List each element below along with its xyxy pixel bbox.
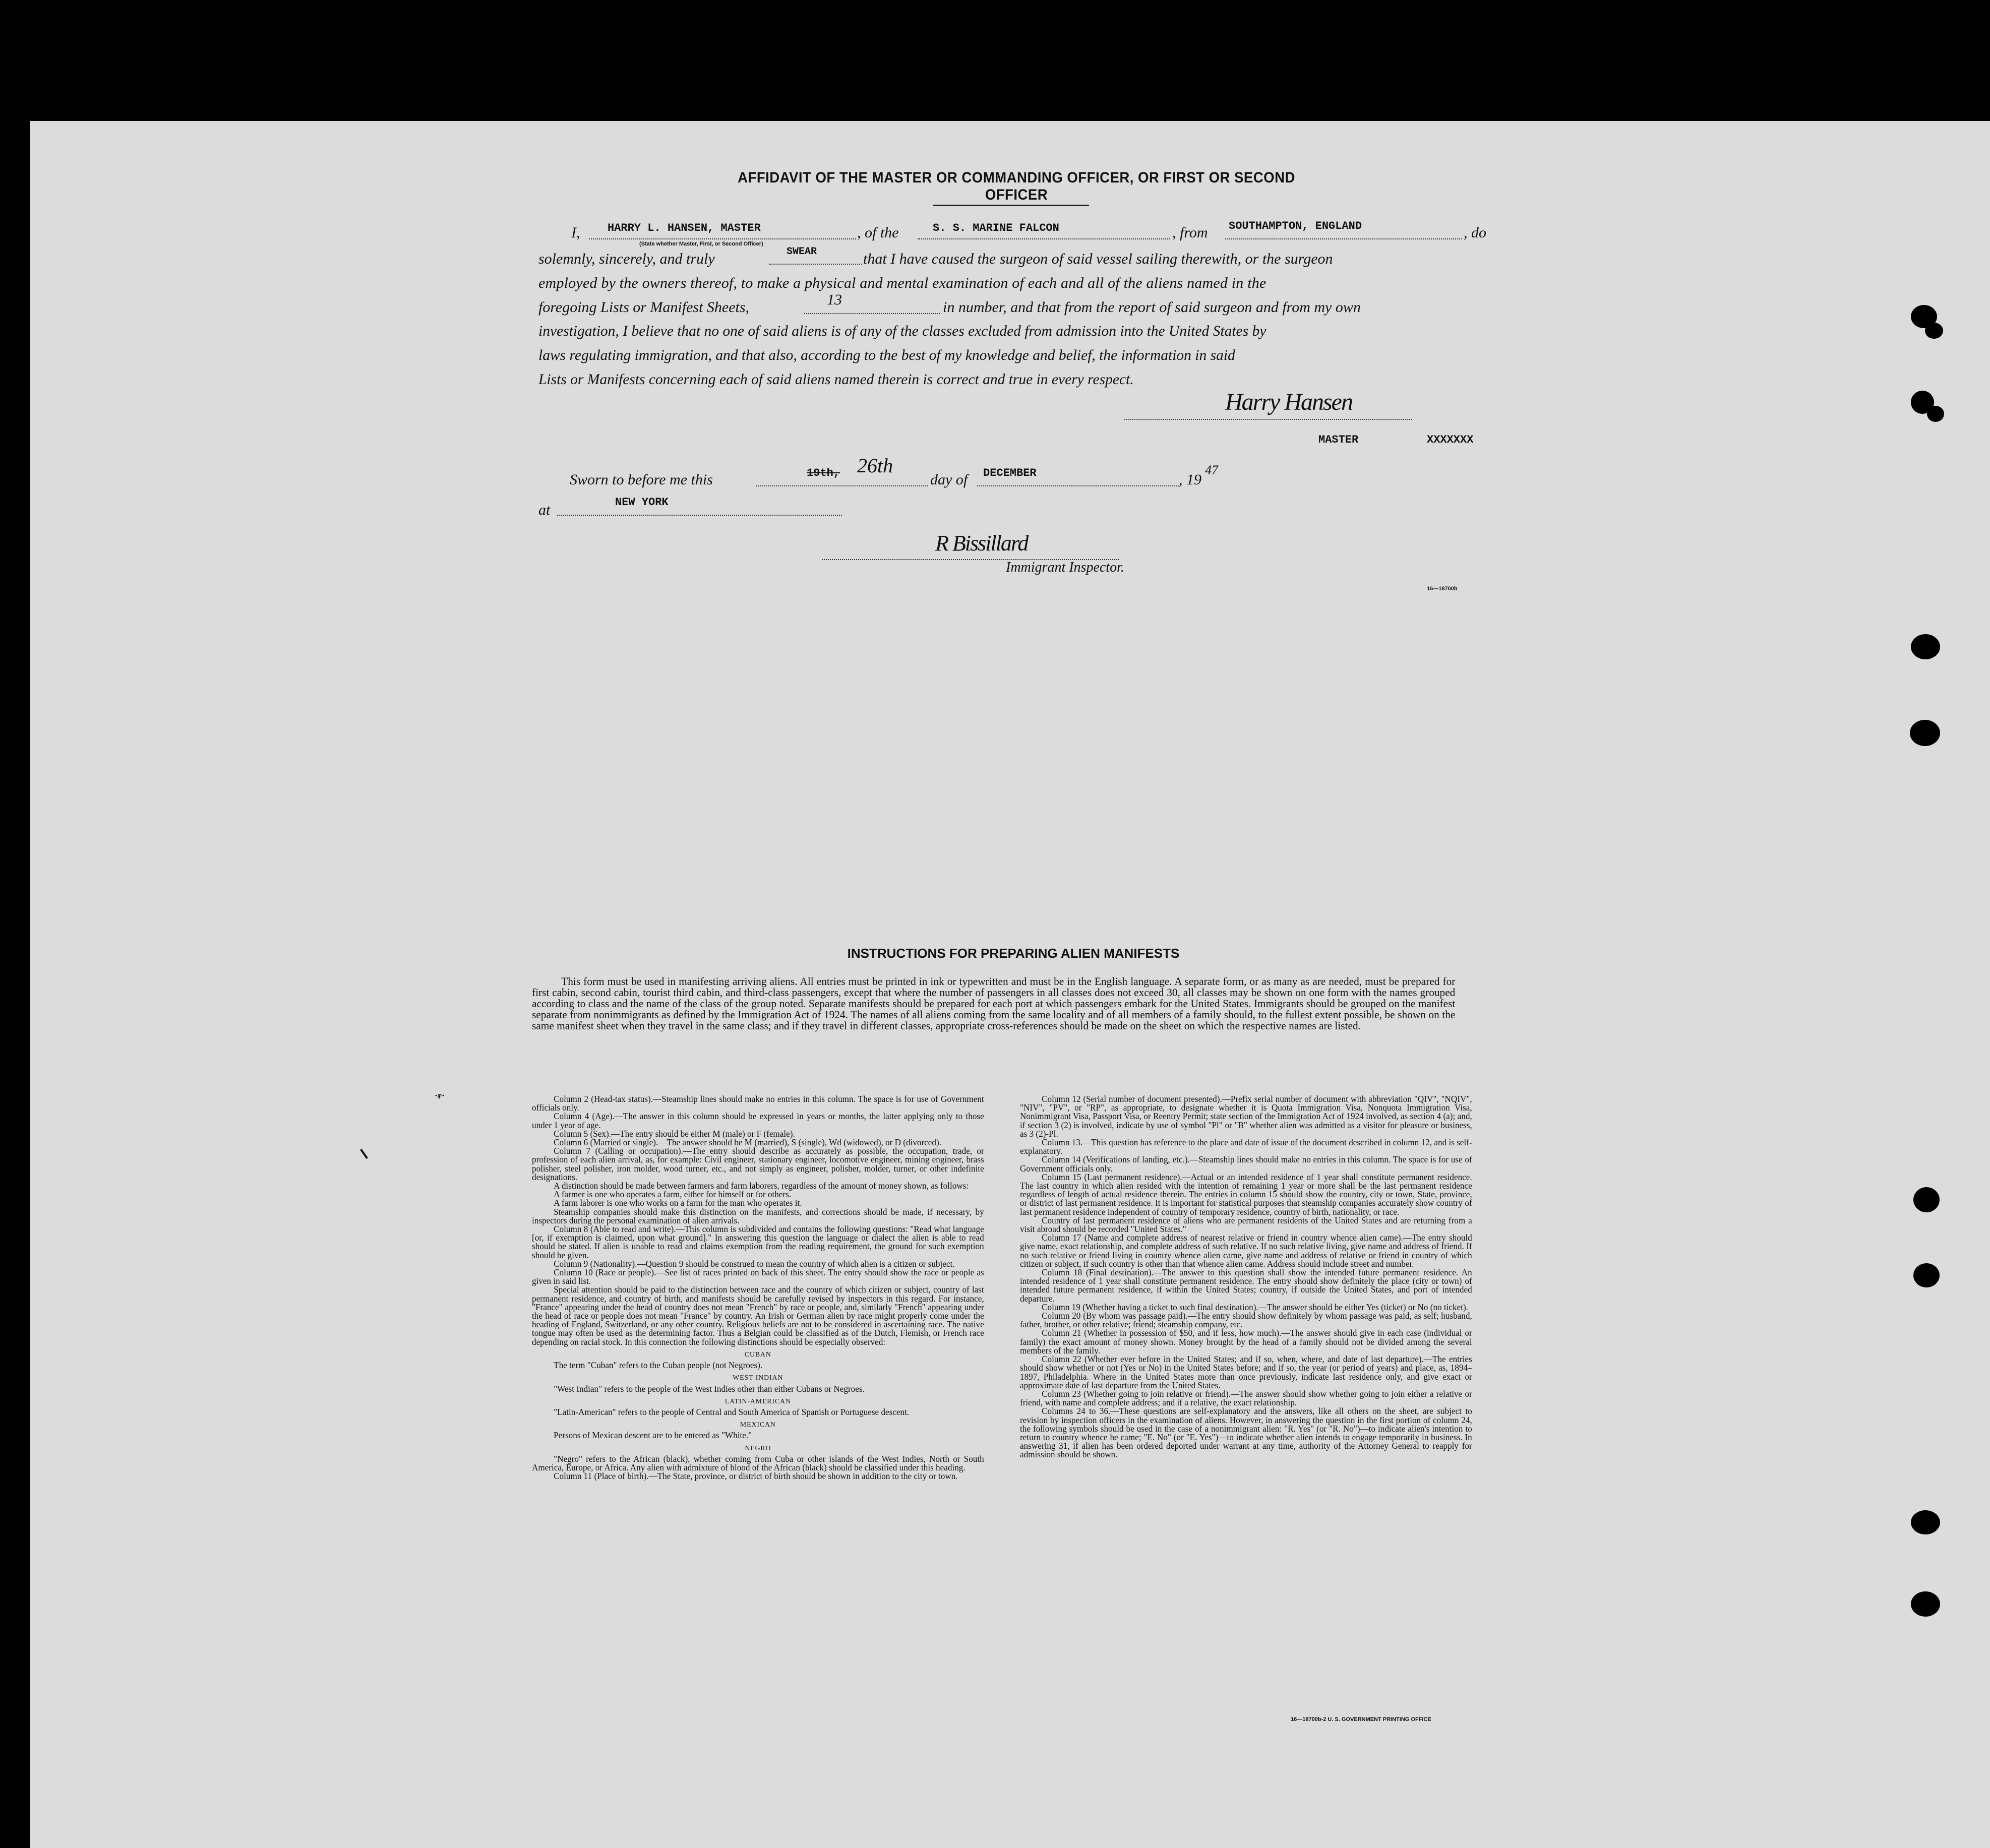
form-number: 16—18700b bbox=[1427, 586, 1458, 592]
instruction-paragraph: Columns 24 to 36.—These questions are self-explanatory and the answers, like all others on the sheet, are subject to revision by inspection officers in the examination of aliens. However, in answering the question in the first portion of column 24, the following symbols should be used in the case of a nonimmigrant alien: "R. Yes" (or "R. No")—to indicate alien's intention to return to country whence he came; "E. No" (or "E. Yes")—to indicate whether alien intends to engage temporarily in business. In answering 31, if alien has been ordered deported under warrant at any time, authority of the Attorney General to reapply for admission should be shown. bbox=[1020, 1406, 1472, 1460]
place-name: NEW YORK bbox=[615, 496, 669, 509]
instructions-title: INSTRUCTIONS FOR PREPARING ALIEN MANIFESTS bbox=[847, 946, 1180, 961]
place-line bbox=[557, 514, 842, 516]
master-signature: Harry Hansen bbox=[1225, 389, 1352, 415]
race-definition: "Latin-American" refers to the people of Central and South America of Spanish or Portuguese descent. bbox=[554, 1406, 910, 1417]
line2-end: that I have caused the surgeon of said vessel sailing therewith, or the surgeon bbox=[863, 251, 1333, 267]
punch-hole bbox=[1927, 406, 1944, 422]
at-label: at bbox=[538, 502, 551, 518]
sworn-label: Sworn to before me this bbox=[570, 471, 713, 488]
printing-office-footer: 16—18700b-2 U. S. GOVERNMENT PRINTING OFFICE bbox=[1291, 1716, 1431, 1722]
instruction-paragraph: Column 19 (Whether having a ticket to such final destination).—The answer should be either Yes (ticket) or No (no ticket). bbox=[1042, 1302, 1468, 1312]
title-rule bbox=[933, 205, 1089, 206]
port-name: SOUTHAMPTON, ENGLAND bbox=[1229, 220, 1362, 232]
stray-mark: ·ᵲ· bbox=[435, 1090, 445, 1100]
affidavit-i: I, bbox=[571, 224, 580, 241]
year-prefix: , 19 bbox=[1179, 471, 1201, 488]
instruction-paragraph: Column 13.—This question has reference to the place and date of issue of the document described in column 12, and is self-explanatory. bbox=[1020, 1137, 1472, 1156]
master-title: MASTER bbox=[1318, 434, 1359, 446]
of-the-label: , of the bbox=[857, 224, 899, 241]
port-line bbox=[1225, 238, 1462, 239]
sheets-count: 13 bbox=[827, 291, 842, 308]
master-signature-line bbox=[1124, 418, 1412, 420]
year-suffix: 47 bbox=[1205, 463, 1218, 477]
instruction-paragraph: Column 9 (Nationality).—Question 9 should be construed to mean the country of which alien is a citizen or subject. bbox=[554, 1258, 955, 1269]
day-struck: 19th, bbox=[807, 467, 840, 479]
punch-hole bbox=[1911, 1510, 1940, 1534]
instruction-paragraph: Special attention should be paid to the distinction between race and the country of which citizen or subject, country of last permanent residence, and country of birth, and manifests should be carefully revised by inspectors in this regard. For instance, "France" appearing under the head of country does not mean "French" by race or people, and, similarly "French" appearing under the head of race or people does not mean "France" by country. An Irish or German alien by race might properly come under the heading of England, Switzerland, or any other country. Religious beliefs are not to be considered in ascertaining race. The native tongue may often be used as the determining factor. Thus a Belgian could be classified as of the Dutch, Flemish, or French race depending on racial stock. In this connection the following distinctions should be especially observed: bbox=[532, 1284, 984, 1347]
instruction-paragraph: Column 5 (Sex).—The entry should be either M (male) or F (female). bbox=[554, 1128, 795, 1139]
race-definition: The term "Cuban" refers to the Cuban people (not Negroes). bbox=[554, 1360, 763, 1371]
instruction-paragraph: Column 2 (Head-tax status).—Steamship lines should make no entries in this column. The space is for use of Government officials only. bbox=[532, 1094, 984, 1113]
instruction-paragraph: Column 7 (Calling or occupation).—The entry should describe as accurately as possible, the occupation, trade, or profession of each alien arrival, as, for example: Civil engineer, stationary engineer, locomotive engineer, mining engineer, brass polisher, steel polisher, iron molder, wood turner, etc., and not simply as engineer, polisher, molder, turner, or other indefinite designations. bbox=[532, 1146, 984, 1182]
punch-hole bbox=[1910, 720, 1940, 746]
instructions-right-column bbox=[1020, 1095, 1472, 1459]
struck-text: XXXXXXX bbox=[1427, 434, 1474, 446]
instruction-paragraph: Column 12 (Serial number of document presented).—Prefix serial number of document with abbreviation "QIV", "NQIV", "NIV", "PV", or "RP", as appropriate, to designate whether it is Quota Immigration Visa, Nonquota Immigration Visa, Nonimmigrant Visa, Passport Visa, or Reentry Permit; state section of the Immigration Act of 1924 involved, as section 4 (a); and, if section 3 (2) is involved, indicate by use of symbol "Pl" or "B" whether alien was admitted as a visitor for pleasure or business, as 3 (2)-Pl. bbox=[1020, 1094, 1472, 1139]
instruction-paragraph: Column 4 (Age).—The answer in this column should be expressed in years or months, the latter applying only to those under 1 year of age. bbox=[532, 1111, 984, 1130]
race-definition: Persons of Mexican descent are to be entered as "White." bbox=[554, 1430, 752, 1441]
instruction-paragraph: Column 10 (Race or people).—See list of races printed on back of this sheet. The entry should show the race or people as given in said list. bbox=[532, 1267, 984, 1286]
line4-end: in number, and that from the report of said surgeon and from my own bbox=[943, 299, 1361, 316]
punch-hole bbox=[1911, 634, 1940, 659]
instruction-paragraph: Column 15 (Last permanent residence).—Actual or an intended residence of 1 year shall constitute permanent residence. The last country in which alien resided with the intention of remaining 1 year or more shall be the last permanent residence regardless of length of actual residence therein. The entries in column 15 should show the country, city or town, State, province, or district of last permanent residence. It is important for statistical purposes that steamship companies accurately show country of last permanent residence independent of country of temporary residence, country of birth, nationality, or race. bbox=[1020, 1172, 1472, 1217]
instruction-paragraph: A distinction should be made between farmers and farm laborers, regardless of the amount of money shown, as follows: bbox=[554, 1181, 969, 1191]
instruction-paragraph: Column 8 (Able to read and write).—This column is subdivided and contains the following questions: "Read what language [or, if exemption is claimed, upon what ground]." In answering this question the language or dialect the alien is able to read should be stated. If alien is unable to read and claims exemption from the reading requirement, the ground for such exemption should be given. bbox=[532, 1224, 984, 1260]
instruction-paragraph: A farm laborer is one who works on a farm for the man who operates it. bbox=[554, 1198, 802, 1208]
sheets-line bbox=[804, 313, 940, 314]
line6: laws regulating immigration, and that also, according to the best of my knowledge and belief, the information in said bbox=[538, 347, 1235, 363]
day-handwritten: 26th bbox=[857, 454, 893, 477]
line5: investigation, I believe that no one of said aliens is of any of the classes excluded from admission into the United States by bbox=[538, 323, 1267, 339]
instruction-paragraph: Column 18 (Final destination).—The answer to this question shall show the intended future permanent residence. An intended residence of 1 year shall constitute permanent residence. The entry should show definitely the place (city or town) of intended future permanent residence, if within the United States; country, if outside the United States, and port of intended departure. bbox=[1020, 1267, 1472, 1304]
punch-hole bbox=[1925, 323, 1943, 339]
instruction-paragraph: Country of last permanent residence of aliens who are permanent residents of the United States and are returning from a visit abroad should be recorded "United States." bbox=[1020, 1215, 1472, 1235]
oath-word: SWEAR bbox=[787, 246, 817, 258]
day-line bbox=[756, 485, 928, 486]
month-line bbox=[977, 485, 1179, 486]
race-heading: CUBAN bbox=[744, 1350, 771, 1359]
day-of-label: day of bbox=[930, 471, 968, 488]
instruction-paragraph: Column 11 (Place of birth).—The State, province, or district of birth should be shown in addition to the city or town. bbox=[554, 1471, 958, 1482]
race-heading: WEST INDIAN bbox=[733, 1374, 783, 1382]
instruction-paragraph: Column 14 (Verifications of landing, etc.).—Steamship lines should make no entries in this column. The space is for use of Government officials only. bbox=[1020, 1154, 1472, 1174]
oath-line bbox=[769, 263, 862, 265]
instruction-paragraph: Column 22 (Whether ever before in the United States; and if so, when, where, and date of last departure).—The entries should show whether or not (Yes or No) in the United States before; and if so, the year (or period of years) and place, as, 1894–1897, Philadelphia. Where in the United States more than once previously, indicate last residence only, and give exact or approximate date of last departure from the United States. bbox=[1020, 1354, 1472, 1390]
month-name: DECEMBER bbox=[983, 467, 1037, 479]
vessel-name: S. S. MARINE FALCON bbox=[933, 222, 1059, 234]
master-caption: (State whether Master, First, or Second Officer) bbox=[639, 241, 763, 247]
instruction-paragraph: Column 20 (By whom was passage paid).—The entry should show definitely by whom passage was paid, as self; husband, father, brother, or other relative; friend; steamship company, etc. bbox=[1020, 1311, 1472, 1330]
punch-hole bbox=[1913, 1263, 1940, 1287]
instructions-intro: This form must be used in manifesting arriving aliens. All entries must be printed in ink or typewritten and must be in the English language. A separate form, or as many as are needed, must be prepared for first cabin, second cabin, tourist third cabin, and third-class passengers, except that where the number of passengers in all classes does not exceed 30, all classes may be shown on one form with the names grouped according to class and the name of the class of the group noted. Separate manifests should be prepared for each port at which passengers embark for the United States. Immigrants should be grouped on the manifest separate from nonimmigrants as defined by the Immigration Act of 1924. The names of all aliens coming from the same locality and of all members of a family should, to the fullest extent possible, be shown on the same manifest sheet when they travel in the same class; and if they travel in different classes, appropriate cross-references should be made on the sheet on which the respective names are listed. bbox=[532, 975, 1456, 1032]
instruction-paragraph: A farmer is one who operates a farm, either for himself or for others. bbox=[554, 1189, 792, 1200]
instruction-paragraph: Column 21 (Whether in possession of $50, and if less, how much).—The answer should give in each case (individual or family) the exact amount of money shown. Money brought by the head of a family should not be divided among the several members of the family. bbox=[1020, 1328, 1472, 1356]
race-definition: "Negro" refers to the African (black), whether coming from Cuba or other islands of the West Indies, North or South America, Europe, or Africa. Any alien with admixture of blood of the African (black) should be classified under this heading. bbox=[532, 1453, 984, 1472]
inspector-signature: R Bissillard bbox=[935, 531, 1028, 556]
master-name: HARRY L. HANSEN, MASTER bbox=[608, 222, 761, 234]
race-heading: LATIN-AMERICAN bbox=[725, 1397, 791, 1405]
line4-start: foregoing Lists or Manifest Sheets, bbox=[538, 299, 750, 316]
punch-hole bbox=[1913, 1187, 1940, 1212]
line3: employed by the owners thereof, to make a physical and mental examination of each and all of the aliens named in the bbox=[538, 275, 1267, 291]
instruction-paragraph: Column 17 (Name and complete address of nearest relative or friend in country whence alien came).—The entry should give name, exact relationship, and complete address of such relative. If no such relative living, give name and address of friend. If no such relative or friend living in country whence alien came, give name and address of relative or friend in country of which citizen or subject, if such country is other than that whence alien came. Address should include street and number. bbox=[1020, 1233, 1472, 1269]
vessel-line bbox=[918, 238, 1170, 239]
race-heading: NEGRO bbox=[745, 1444, 771, 1452]
do-label: , do bbox=[1464, 224, 1486, 241]
instruction-paragraph: Steamship companies should make this distinction on the manifests, and corrections should be made, if necessary, by inspectors during the personal examination of alien arrivals. bbox=[532, 1206, 984, 1225]
instruction-paragraph: Column 6 (Married or single).—The answer should be M (married), S (single), Wd (widowed), or D (divorced). bbox=[554, 1137, 941, 1148]
instructions-left-column bbox=[532, 1095, 984, 1481]
affidavit-title: AFFIDAVIT OF THE MASTER OR COMMANDING OFFICER, OR FIRST OR SECOND OFFICER bbox=[738, 169, 1295, 203]
race-heading: MEXICAN bbox=[740, 1421, 776, 1429]
master-name-line bbox=[589, 238, 856, 239]
inspector-title: Immigrant Inspector. bbox=[1006, 560, 1124, 575]
instruction-paragraph: Column 23 (Whether going to join relative or friend).—The answer should show whether going to join either a relative or friend, with name and complete address; and if a relative, the exact relationship. bbox=[1020, 1388, 1472, 1408]
race-definition: "West Indian" refers to the people of the West Indies other than either Cubans or Negroes. bbox=[554, 1383, 865, 1394]
punch-hole bbox=[1911, 1591, 1940, 1617]
from-label: , from bbox=[1172, 224, 1208, 241]
line2-start: solemnly, sincerely, and truly bbox=[538, 251, 715, 267]
line7: Lists or Manifests concerning each of said aliens named therein is correct and true in every respect. bbox=[538, 372, 1134, 388]
